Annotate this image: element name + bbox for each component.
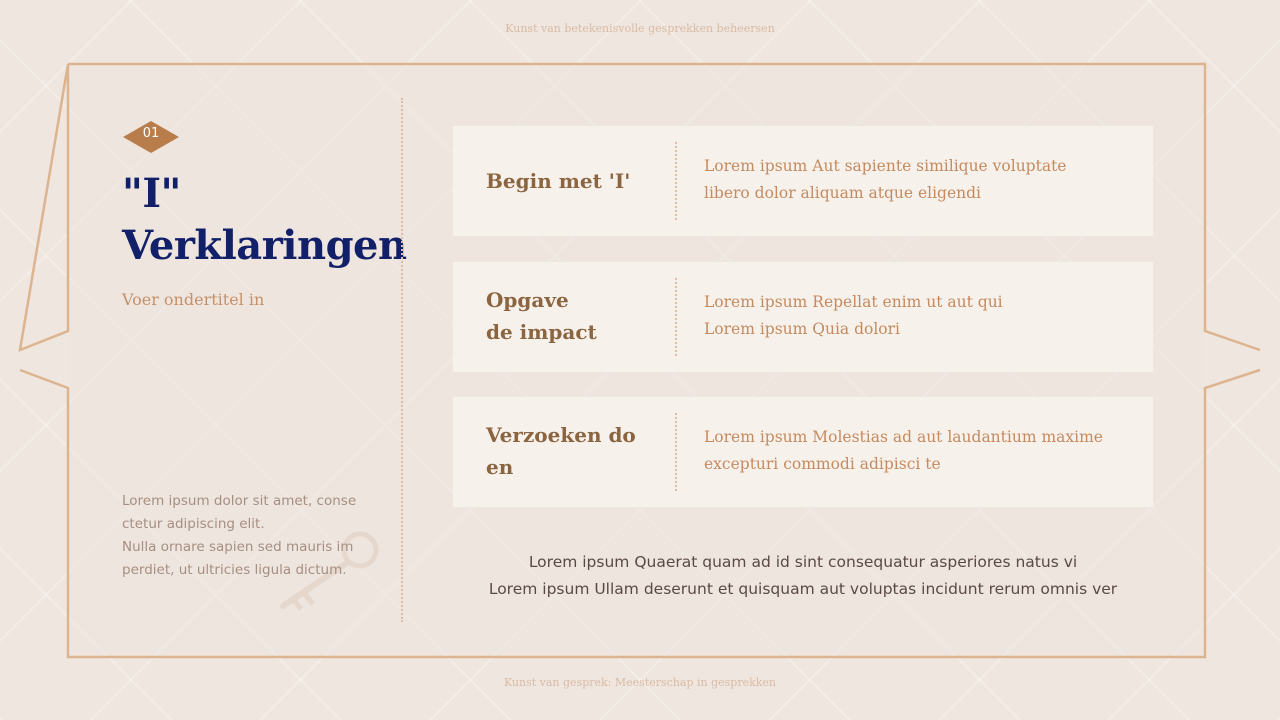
card-divider	[675, 142, 677, 220]
card-divider	[675, 278, 677, 356]
card-text-line: Lorem ipsum Quia dolori	[704, 320, 900, 338]
summary-text	[453, 549, 1153, 603]
title-line-1: "I"	[122, 170, 181, 217]
vertical-divider	[401, 98, 403, 622]
body-text	[122, 490, 358, 582]
card-title-line: Opgave	[486, 288, 569, 312]
card-requests	[453, 397, 1153, 507]
card-text-line: libero dolor aliquam atque eligendi	[704, 184, 982, 202]
footer-caption: Kunst van gesprek: Meesterschap in gesprekken	[503, 676, 777, 689]
page-title	[122, 168, 407, 272]
card-text-line: excepturi commodi adipisci te	[704, 455, 941, 473]
card-text-line: Lorem ipsum Molestias ad aut laudantium maxime	[704, 428, 1103, 446]
card-title-line: Begin met 'I'	[486, 169, 631, 193]
summary-line-1: Lorem ipsum Quaerat quam ad id sint consequatur asperiores natus vi	[528, 553, 1078, 571]
section-number: 01	[142, 126, 160, 141]
card-title	[486, 284, 646, 348]
card-text	[704, 153, 1134, 207]
card-text	[704, 424, 1134, 478]
card-divider	[675, 413, 677, 491]
card-title	[486, 419, 646, 483]
body-line-1: Lorem ipsum dolor sit amet, consectetur adipiscing elit.	[122, 493, 357, 532]
card-title	[486, 165, 646, 197]
card-impact	[453, 262, 1153, 372]
body-line-2: Nulla ornare sapien sed mauris imperdiet, ut ultricies ligula dictum.	[122, 539, 354, 578]
card-title-line: Verzoeken do	[486, 423, 636, 447]
card-title-line: en	[486, 455, 514, 479]
card-begin	[453, 126, 1153, 236]
card-title-line: de impact	[486, 320, 597, 344]
header-caption: Kunst van betekenisvolle gesprekken beheersen	[505, 22, 775, 35]
card-text-line: Lorem ipsum Repellat enim ut aut qui	[704, 293, 1003, 311]
subtitle: Voer ondertitel in	[122, 290, 265, 309]
summary-line-2: Lorem ipsum Ullam deserunt et quisquam aut voluptas incidunt rerum omnis ver	[488, 580, 1118, 598]
card-text-line: Lorem ipsum Aut sapiente similique voluptate	[704, 157, 1067, 175]
card-text	[704, 289, 1134, 343]
title-line-2: Verklaringen	[122, 222, 407, 269]
